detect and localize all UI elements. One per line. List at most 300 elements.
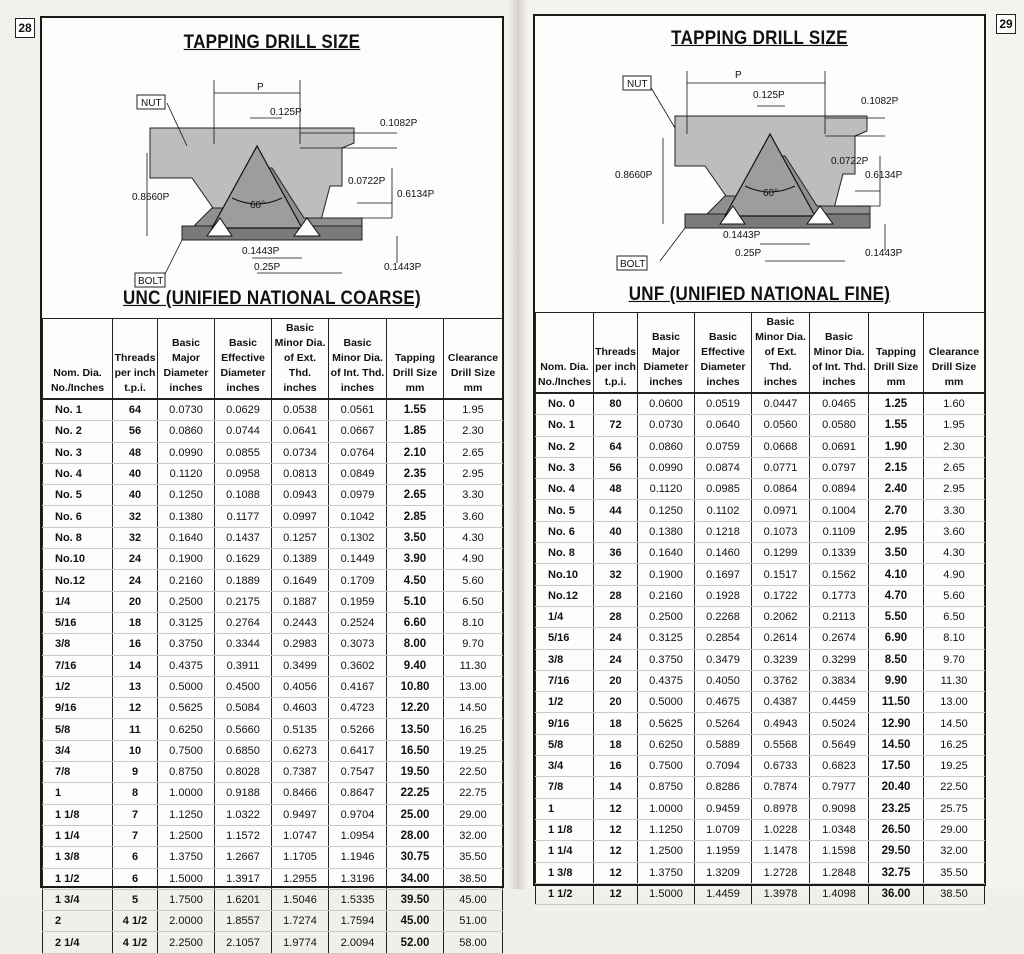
table-row <box>43 825 503 846</box>
cell-minor-ext: 0.1517 <box>752 564 810 585</box>
cell-minor-ext: 0.4387 <box>752 692 810 713</box>
dim-01443p-a: 0.1443P <box>242 246 280 257</box>
cell-minor-ext: 0.0943 <box>272 485 329 506</box>
cell-tapping-drill: 2.10 <box>387 442 444 463</box>
cell-tpi: 4 1/2 <box>113 932 158 953</box>
column-header-clearance-drill: Clearance Drill Size mm <box>924 313 985 394</box>
table-row <box>43 442 503 463</box>
cell-tapping-drill: 28.00 <box>387 825 444 846</box>
cell-tpi: 28 <box>594 585 638 606</box>
cell-tpi: 20 <box>594 670 638 691</box>
cell-clearance-drill: 3.60 <box>444 506 503 527</box>
cell-nom-dia: 1 1/2 <box>536 883 594 904</box>
cell-clearance-drill: 2.65 <box>444 442 503 463</box>
cell-clearance-drill: 19.25 <box>444 740 503 761</box>
cell-major-dia: 0.5000 <box>158 676 215 697</box>
table-row <box>536 564 985 585</box>
cell-minor-int: 0.1109 <box>810 521 869 542</box>
cell-tapping-drill: 9.40 <box>387 655 444 676</box>
cell-clearance-drill: 19.25 <box>924 756 985 777</box>
cell-major-dia: 0.5625 <box>638 713 695 734</box>
cell-major-dia: 0.1900 <box>158 549 215 570</box>
cell-tapping-drill: 19.50 <box>387 762 444 783</box>
cell-minor-ext: 0.3239 <box>752 649 810 670</box>
page-title: TAPPING DRILL SIZE <box>183 30 361 53</box>
cell-tpi: 64 <box>113 399 158 421</box>
cell-minor-ext: 0.1299 <box>752 543 810 564</box>
cell-tapping-drill: 23.25 <box>869 798 924 819</box>
cell-clearance-drill: 14.50 <box>444 698 503 719</box>
cell-minor-int: 0.1562 <box>810 564 869 585</box>
cell-clearance-drill: 5.60 <box>924 585 985 606</box>
dim-01082p: 0.1082P <box>380 118 418 129</box>
cell-minor-int: 0.2113 <box>810 606 869 627</box>
cell-clearance-drill: 5.60 <box>444 570 503 591</box>
cell-minor-ext: 0.0971 <box>752 500 810 521</box>
cell-effective-dia: 0.0640 <box>695 415 752 436</box>
cell-minor-ext: 0.1887 <box>272 591 329 612</box>
cell-minor-ext: 0.5568 <box>752 734 810 755</box>
cell-effective-dia: 0.1088 <box>215 485 272 506</box>
table-row <box>43 463 503 484</box>
cell-major-dia: 0.4375 <box>158 655 215 676</box>
cell-minor-ext: 1.5046 <box>272 889 329 910</box>
cell-nom-dia: 1 3/8 <box>43 847 113 868</box>
table-row <box>536 756 985 777</box>
cell-clearance-drill: 8.10 <box>924 628 985 649</box>
cell-minor-int: 0.1709 <box>329 570 387 591</box>
cell-nom-dia: 1/2 <box>43 676 113 697</box>
cell-tpi: 24 <box>594 628 638 649</box>
cell-clearance-drill: 16.25 <box>924 734 985 755</box>
cell-nom-dia: 1 3/8 <box>536 862 594 883</box>
cell-minor-ext: 0.0771 <box>752 457 810 478</box>
dim-0125p: 0.125P <box>753 90 785 101</box>
cell-tapping-drill: 36.00 <box>869 883 924 904</box>
cell-major-dia: 0.1120 <box>158 463 215 484</box>
table-row <box>43 740 503 761</box>
cell-major-dia: 1.5000 <box>158 868 215 889</box>
cell-minor-int: 1.1946 <box>329 847 387 868</box>
cell-major-dia: 0.0860 <box>158 421 215 442</box>
cell-effective-dia: 0.2854 <box>695 628 752 649</box>
cell-effective-dia: 0.8028 <box>215 762 272 783</box>
cell-tapping-drill: 1.90 <box>869 436 924 457</box>
cell-nom-dia: 5/8 <box>43 719 113 740</box>
cell-tapping-drill: 6.90 <box>869 628 924 649</box>
dim-00722p: 0.0722P <box>831 156 869 167</box>
cell-nom-dia: No. 3 <box>43 442 113 463</box>
cell-effective-dia: 0.0629 <box>215 399 272 421</box>
cell-tpi: 5 <box>113 889 158 910</box>
table-row <box>536 521 985 542</box>
cell-minor-int: 0.4459 <box>810 692 869 713</box>
cell-tapping-drill: 9.90 <box>869 670 924 691</box>
cell-minor-ext: 1.3978 <box>752 883 810 904</box>
dim-0125p: 0.125P <box>270 107 302 118</box>
cell-clearance-drill: 16.25 <box>444 719 503 740</box>
table-row <box>43 655 503 676</box>
cell-major-dia: 1.3750 <box>638 862 695 883</box>
cell-nom-dia: 1 3/4 <box>43 889 113 910</box>
cell-effective-dia: 0.3479 <box>695 649 752 670</box>
column-header-minor-ext: Basic Minor Dia. of Ext. Thd. inches <box>752 313 810 394</box>
cell-minor-int: 0.8647 <box>329 783 387 804</box>
cell-minor-ext: 0.2983 <box>272 634 329 655</box>
cell-clearance-drill: 1.60 <box>924 393 985 415</box>
cell-tapping-drill: 12.20 <box>387 698 444 719</box>
cell-minor-ext: 1.2728 <box>752 862 810 883</box>
cell-effective-dia: 1.1572 <box>215 825 272 846</box>
cell-tapping-drill: 52.00 <box>387 932 444 953</box>
cell-tapping-drill: 2.15 <box>869 457 924 478</box>
cell-clearance-drill: 8.10 <box>444 612 503 633</box>
cell-minor-int: 0.4167 <box>329 676 387 697</box>
table-row <box>43 527 503 548</box>
cell-tpi: 32 <box>113 506 158 527</box>
cell-tpi: 28 <box>594 606 638 627</box>
cell-minor-int: 0.2524 <box>329 612 387 633</box>
cell-tpi: 44 <box>594 500 638 521</box>
cell-nom-dia: 7/8 <box>536 777 594 798</box>
cell-minor-ext: 0.2614 <box>752 628 810 649</box>
cell-minor-ext: 0.0560 <box>752 415 810 436</box>
cell-major-dia: 0.3750 <box>638 649 695 670</box>
cell-clearance-drill: 58.00 <box>444 932 503 953</box>
cell-tapping-drill: 4.50 <box>387 570 444 591</box>
table-row <box>43 698 503 719</box>
cell-major-dia: 0.1640 <box>158 527 215 548</box>
cell-tpi: 9 <box>113 762 158 783</box>
cell-nom-dia: 9/16 <box>43 698 113 719</box>
dim-01443p-b: 0.1443P <box>384 262 422 273</box>
cell-tapping-drill: 5.50 <box>869 606 924 627</box>
cell-effective-dia: 0.1218 <box>695 521 752 542</box>
cell-minor-ext: 0.0447 <box>752 393 810 415</box>
table-row <box>43 612 503 633</box>
table-row <box>43 549 503 570</box>
cell-clearance-drill: 4.90 <box>444 549 503 570</box>
cell-major-dia: 1.3750 <box>158 847 215 868</box>
cell-minor-ext: 0.0538 <box>272 399 329 421</box>
page-number-right: 29 <box>996 14 1016 34</box>
cell-major-dia: 0.0860 <box>638 436 695 457</box>
cell-nom-dia: No.12 <box>43 570 113 591</box>
cell-tpi: 12 <box>594 819 638 840</box>
cell-effective-dia: 0.1629 <box>215 549 272 570</box>
unf-panel <box>533 14 986 900</box>
cell-minor-ext: 1.0747 <box>272 825 329 846</box>
cell-tpi: 32 <box>594 564 638 585</box>
cell-nom-dia: No. 5 <box>536 500 594 521</box>
cell-effective-dia: 0.1889 <box>215 570 272 591</box>
cell-nom-dia: 5/8 <box>536 734 594 755</box>
cell-effective-dia: 0.0874 <box>695 457 752 478</box>
cell-major-dia: 0.5625 <box>158 698 215 719</box>
cell-effective-dia: 0.9459 <box>695 798 752 819</box>
dim-025p: 0.25P <box>254 262 281 273</box>
table-row <box>536 734 985 755</box>
cell-effective-dia: 0.7094 <box>695 756 752 777</box>
cell-clearance-drill: 1.95 <box>444 399 503 421</box>
cell-tapping-drill: 4.10 <box>869 564 924 585</box>
cell-clearance-drill: 2.95 <box>924 479 985 500</box>
cell-minor-ext: 1.1478 <box>752 841 810 862</box>
table-row <box>43 932 503 953</box>
cell-minor-int: 0.5024 <box>810 713 869 734</box>
cell-clearance-drill: 2.95 <box>444 463 503 484</box>
cell-minor-int: 1.2848 <box>810 862 869 883</box>
cell-clearance-drill: 22.50 <box>444 762 503 783</box>
cell-clearance-drill: 3.30 <box>924 500 985 521</box>
cell-tpi: 7 <box>113 804 158 825</box>
column-header-tpi: Threads per inch t.p.i. <box>594 313 638 394</box>
cell-tpi: 24 <box>113 549 158 570</box>
cell-minor-int: 0.5266 <box>329 719 387 740</box>
cell-clearance-drill: 2.30 <box>924 436 985 457</box>
cell-tpi: 40 <box>113 485 158 506</box>
cell-minor-ext: 1.7274 <box>272 911 329 932</box>
dim-01443p-a: 0.1443P <box>723 230 761 241</box>
cell-minor-int: 1.3196 <box>329 868 387 889</box>
table-row <box>43 399 503 421</box>
page-title: TAPPING DRILL SIZE <box>671 26 848 49</box>
dim-01443p-b: 0.1443P <box>865 248 903 259</box>
cell-clearance-drill: 4.90 <box>924 564 985 585</box>
cell-nom-dia: No.12 <box>536 585 594 606</box>
dim-06134p: 0.6134P <box>865 170 903 181</box>
cell-minor-ext: 1.2955 <box>272 868 329 889</box>
cell-effective-dia: 0.5084 <box>215 698 272 719</box>
cell-tpi: 80 <box>594 393 638 415</box>
cell-nom-dia: 1 <box>43 783 113 804</box>
cell-effective-dia: 0.1928 <box>695 585 752 606</box>
column-header-effective-dia: Basic Effective Diameter inches <box>695 313 752 394</box>
cell-minor-ext: 0.4056 <box>272 676 329 697</box>
cell-minor-ext: 0.7874 <box>752 777 810 798</box>
cell-nom-dia: 3/4 <box>536 756 594 777</box>
cell-minor-int: 0.1302 <box>329 527 387 548</box>
cell-minor-ext: 0.6733 <box>752 756 810 777</box>
pitch-label: P <box>257 82 264 93</box>
table-row <box>536 713 985 734</box>
table-row <box>43 676 503 697</box>
cell-tapping-drill: 34.00 <box>387 868 444 889</box>
cell-tapping-drill: 2.85 <box>387 506 444 527</box>
cell-effective-dia: 0.0855 <box>215 442 272 463</box>
cell-tapping-drill: 8.50 <box>869 649 924 670</box>
cell-effective-dia: 0.1102 <box>695 500 752 521</box>
column-header-minor-int: Basic Minor Dia. of Int. Thd. inches <box>810 313 869 394</box>
cell-nom-dia: 1 1/2 <box>43 868 113 889</box>
column-header-major-dia: Basic Major Diameter inches <box>158 319 215 400</box>
cell-minor-ext: 0.4603 <box>272 698 329 719</box>
cell-effective-dia: 1.1959 <box>695 841 752 862</box>
table-row <box>43 421 503 442</box>
cell-minor-int: 0.0894 <box>810 479 869 500</box>
cell-tpi: 18 <box>113 612 158 633</box>
cell-nom-dia: No. 6 <box>43 506 113 527</box>
cell-clearance-drill: 29.00 <box>444 804 503 825</box>
table-row <box>536 543 985 564</box>
table-row <box>536 692 985 713</box>
cell-tapping-drill: 1.55 <box>387 399 444 421</box>
cell-major-dia: 1.2500 <box>158 825 215 846</box>
cell-major-dia: 0.2160 <box>638 585 695 606</box>
cell-nom-dia: 1 1/4 <box>536 841 594 862</box>
unf-table <box>535 312 985 905</box>
cell-minor-int: 0.1004 <box>810 500 869 521</box>
cell-nom-dia: 1 1/4 <box>43 825 113 846</box>
table-row <box>43 911 503 932</box>
cell-clearance-drill: 14.50 <box>924 713 985 734</box>
column-header-tapping-drill: Tapping Drill Size mm <box>387 319 444 400</box>
cell-minor-ext: 0.1722 <box>752 585 810 606</box>
table-row <box>43 804 503 825</box>
cell-major-dia: 0.1900 <box>638 564 695 585</box>
table-row <box>536 798 985 819</box>
table-row <box>536 819 985 840</box>
cell-effective-dia: 1.0709 <box>695 819 752 840</box>
cell-tapping-drill: 11.50 <box>869 692 924 713</box>
cell-minor-ext: 0.3499 <box>272 655 329 676</box>
cell-minor-int: 1.0348 <box>810 819 869 840</box>
cell-clearance-drill: 22.75 <box>444 783 503 804</box>
cell-tpi: 16 <box>594 756 638 777</box>
cell-major-dia: 0.8750 <box>638 777 695 798</box>
cell-nom-dia: No. 1 <box>536 415 594 436</box>
cell-tapping-drill: 5.10 <box>387 591 444 612</box>
cell-minor-int: 0.1449 <box>329 549 387 570</box>
cell-minor-int: 0.9704 <box>329 804 387 825</box>
table-row <box>536 670 985 691</box>
cell-tpi: 12 <box>594 862 638 883</box>
cell-effective-dia: 0.4050 <box>695 670 752 691</box>
cell-tpi: 4 1/2 <box>113 911 158 932</box>
cell-minor-ext: 0.8466 <box>272 783 329 804</box>
cell-effective-dia: 1.2667 <box>215 847 272 868</box>
cell-effective-dia: 0.0744 <box>215 421 272 442</box>
cell-tpi: 16 <box>113 634 158 655</box>
cell-tpi: 40 <box>113 463 158 484</box>
cell-effective-dia: 0.9188 <box>215 783 272 804</box>
angle-label: 60° <box>763 188 779 199</box>
cell-major-dia: 0.5000 <box>638 692 695 713</box>
cell-tpi: 72 <box>594 415 638 436</box>
cell-minor-ext: 0.4943 <box>752 713 810 734</box>
cell-major-dia: 0.6250 <box>638 734 695 755</box>
cell-minor-int: 0.1339 <box>810 543 869 564</box>
cell-tpi: 24 <box>113 570 158 591</box>
cell-clearance-drill: 6.50 <box>924 606 985 627</box>
cell-major-dia: 0.1250 <box>158 485 215 506</box>
cell-effective-dia: 0.2175 <box>215 591 272 612</box>
cell-nom-dia: 1/4 <box>536 606 594 627</box>
table-row <box>43 485 503 506</box>
cell-minor-ext: 1.1705 <box>272 847 329 868</box>
cell-nom-dia: No. 8 <box>43 527 113 548</box>
table-header-row <box>43 319 503 400</box>
cell-nom-dia: 1 1/8 <box>536 819 594 840</box>
cell-nom-dia: 5/16 <box>536 628 594 649</box>
cell-minor-ext: 0.0997 <box>272 506 329 527</box>
cell-minor-int: 0.0764 <box>329 442 387 463</box>
unc-table <box>42 318 503 954</box>
cell-major-dia: 2.2500 <box>158 932 215 953</box>
cell-minor-ext: 0.2443 <box>272 612 329 633</box>
cell-major-dia: 0.3125 <box>158 612 215 633</box>
nut-label: NUT <box>141 98 162 109</box>
cell-clearance-drill: 38.50 <box>924 883 985 904</box>
table-row <box>536 585 985 606</box>
cell-nom-dia: No. 2 <box>536 436 594 457</box>
cell-tpi: 24 <box>594 649 638 670</box>
cell-minor-ext: 0.9497 <box>272 804 329 825</box>
cell-minor-ext: 0.0734 <box>272 442 329 463</box>
cell-minor-ext: 1.0228 <box>752 819 810 840</box>
book-gutter <box>508 0 528 889</box>
thread-profile-diagram <box>42 58 502 298</box>
cell-clearance-drill: 4.30 <box>924 543 985 564</box>
cell-tpi: 13 <box>113 676 158 697</box>
table-row <box>536 841 985 862</box>
cell-tapping-drill: 13.50 <box>387 719 444 740</box>
table-row <box>536 436 985 457</box>
system-title: UNC (UNIFIED NATIONAL COARSE) <box>122 286 421 309</box>
cell-effective-dia: 1.0322 <box>215 804 272 825</box>
cell-nom-dia: 7/8 <box>43 762 113 783</box>
cell-nom-dia: 7/16 <box>43 655 113 676</box>
cell-tapping-drill: 3.90 <box>387 549 444 570</box>
cell-tapping-drill: 22.25 <box>387 783 444 804</box>
cell-clearance-drill: 1.95 <box>924 415 985 436</box>
cell-tapping-drill: 6.60 <box>387 612 444 633</box>
cell-minor-int: 0.1959 <box>329 591 387 612</box>
cell-nom-dia: 3/4 <box>43 740 113 761</box>
cell-effective-dia: 1.6201 <box>215 889 272 910</box>
cell-minor-ext: 0.2062 <box>752 606 810 627</box>
cell-major-dia: 1.1250 <box>638 819 695 840</box>
cell-minor-int: 0.6417 <box>329 740 387 761</box>
bolt-label: BOLT <box>138 276 164 287</box>
cell-tpi: 20 <box>594 692 638 713</box>
cell-minor-int: 0.0797 <box>810 457 869 478</box>
cell-minor-int: 0.9098 <box>810 798 869 819</box>
cell-major-dia: 0.0730 <box>158 399 215 421</box>
column-header-clearance-drill: Clearance Drill Size mm <box>444 319 503 400</box>
cell-major-dia: 0.1640 <box>638 543 695 564</box>
cell-minor-int: 0.0979 <box>329 485 387 506</box>
table-row <box>536 606 985 627</box>
cell-effective-dia: 1.3917 <box>215 868 272 889</box>
table-row <box>536 777 985 798</box>
cell-minor-ext: 0.6273 <box>272 740 329 761</box>
cell-minor-int: 0.4723 <box>329 698 387 719</box>
cell-minor-ext: 0.1257 <box>272 527 329 548</box>
cell-tapping-drill: 2.35 <box>387 463 444 484</box>
cell-minor-int: 0.7977 <box>810 777 869 798</box>
cell-clearance-drill: 32.00 <box>924 841 985 862</box>
cell-nom-dia: No. 5 <box>43 485 113 506</box>
nut-label: NUT <box>627 79 648 90</box>
cell-clearance-drill: 38.50 <box>444 868 503 889</box>
cell-effective-dia: 0.1460 <box>695 543 752 564</box>
column-header-tpi: Threads per inch t.p.i. <box>113 319 158 400</box>
cell-minor-ext: 0.1649 <box>272 570 329 591</box>
table-row <box>536 479 985 500</box>
cell-effective-dia: 1.4459 <box>695 883 752 904</box>
cell-major-dia: 1.5000 <box>638 883 695 904</box>
